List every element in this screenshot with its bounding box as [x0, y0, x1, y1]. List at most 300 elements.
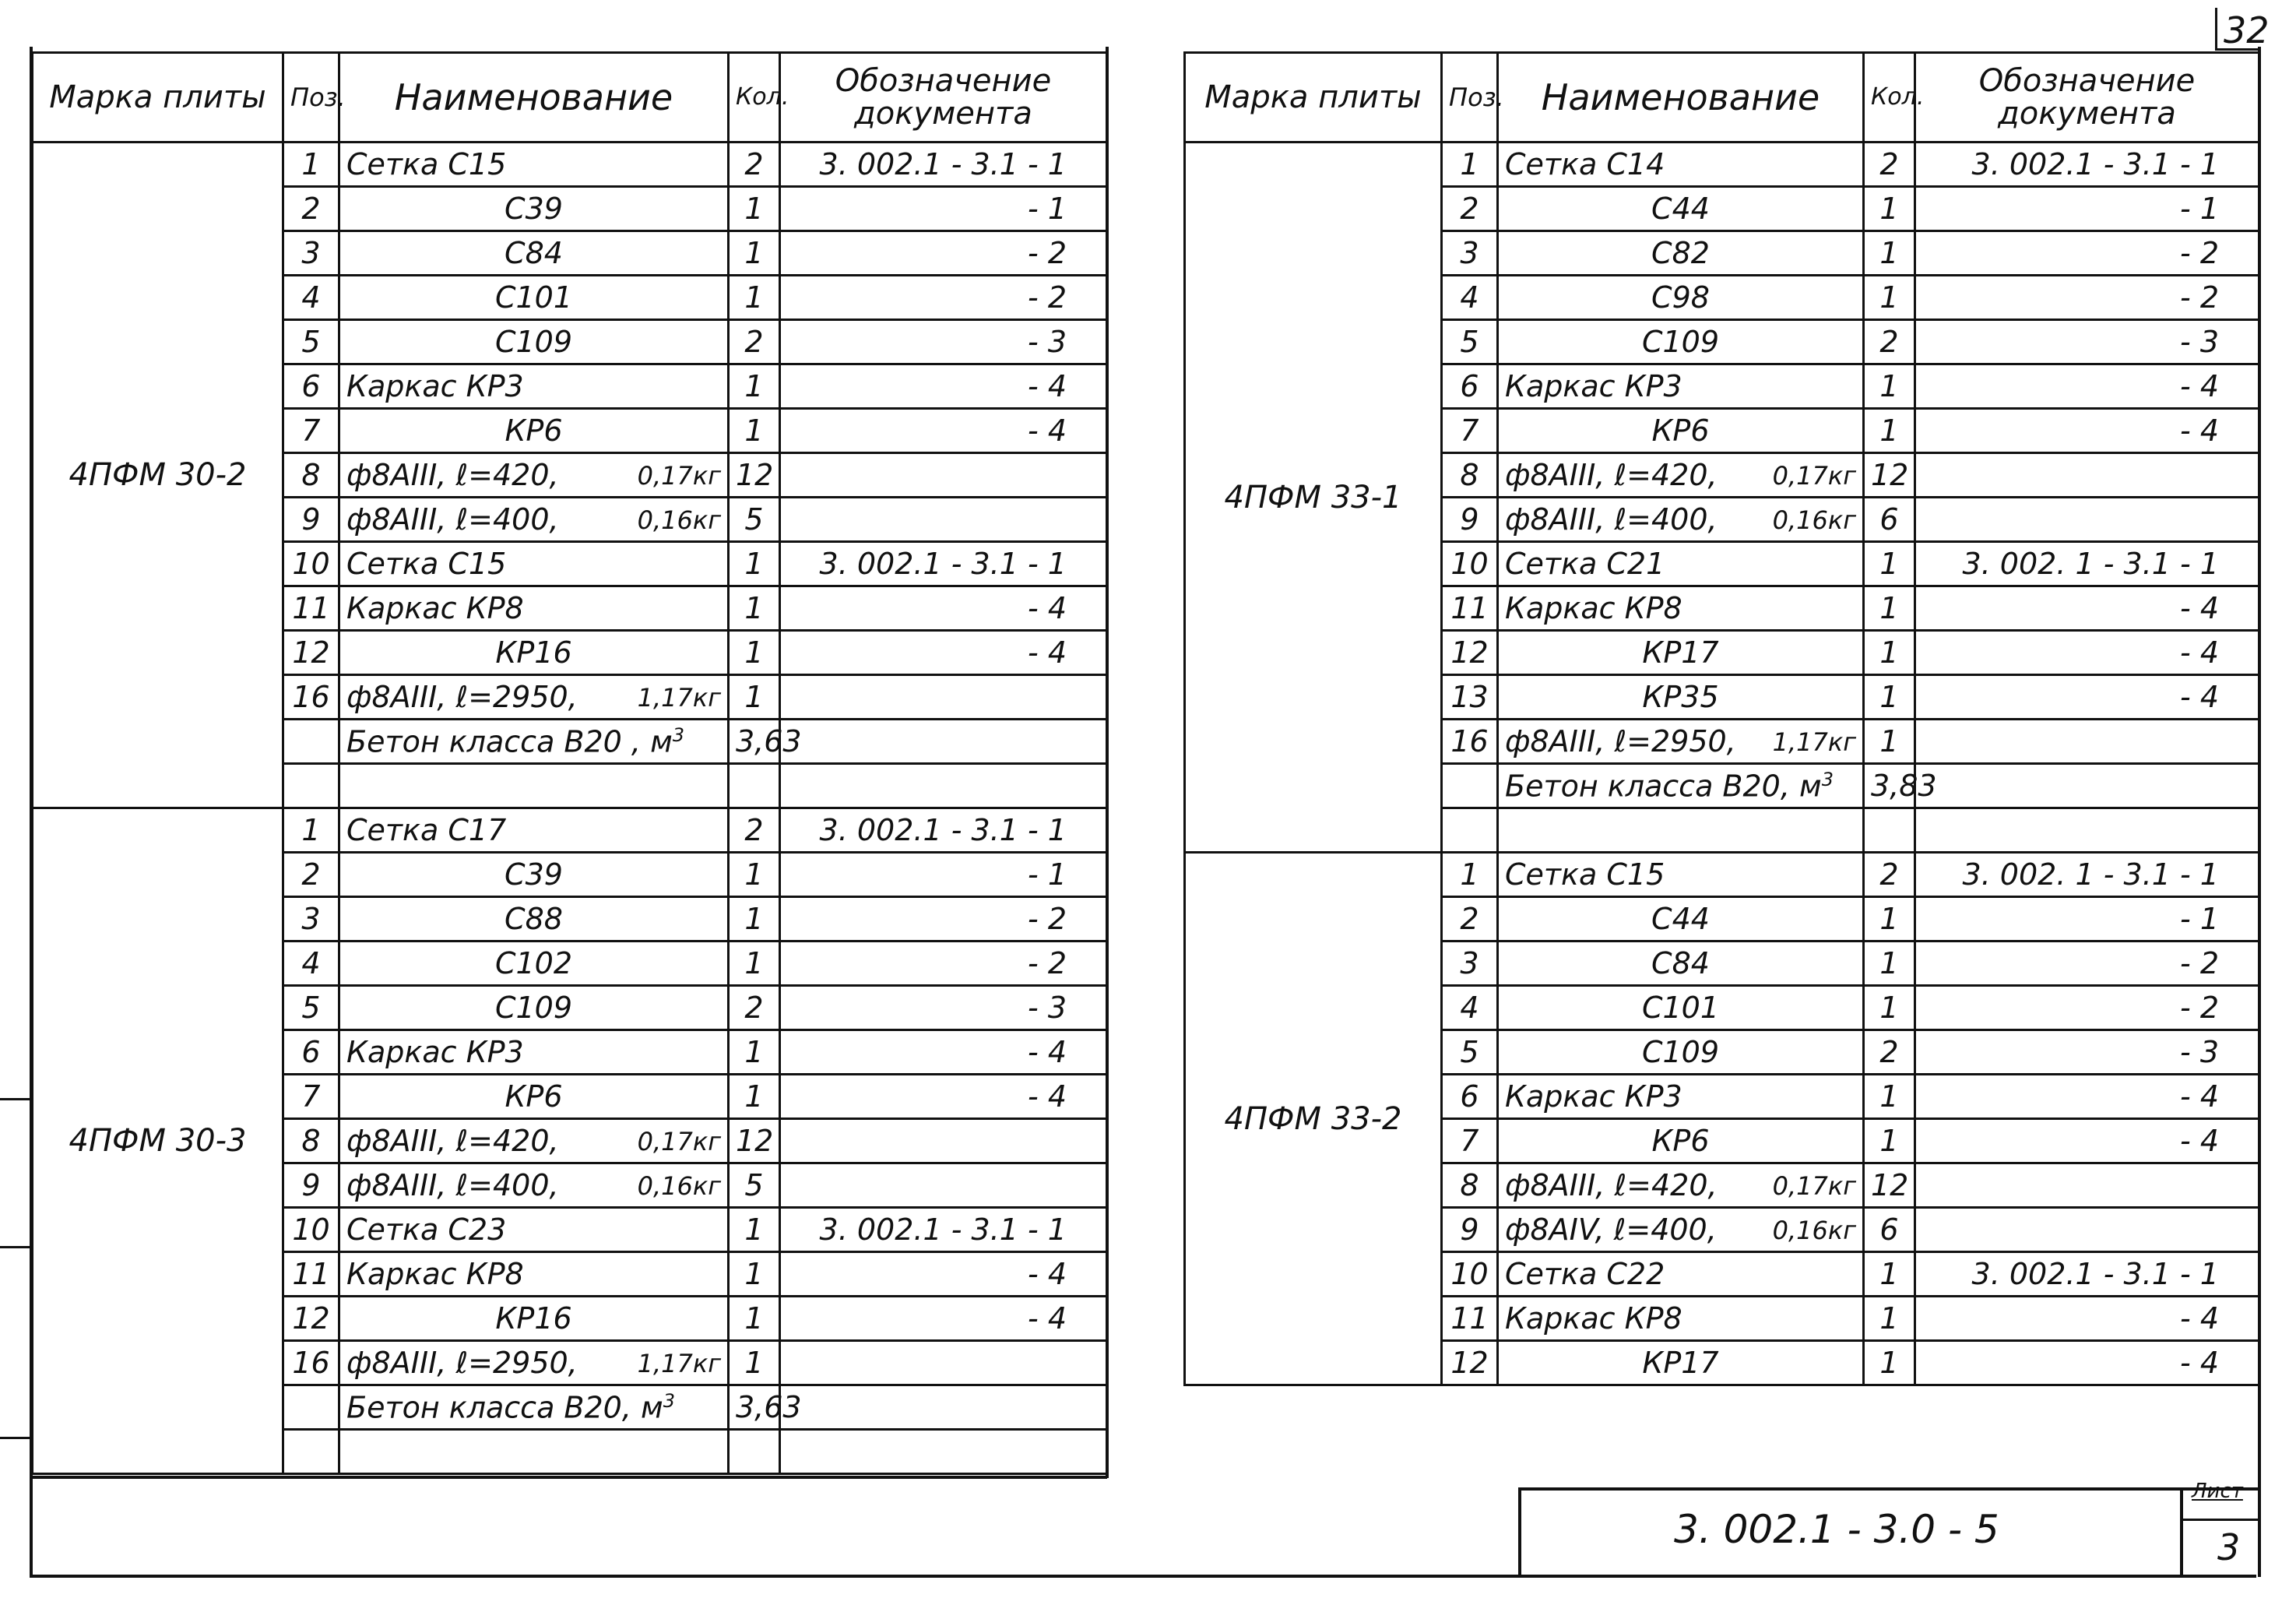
name-cell [339, 1119, 729, 1163]
position-cell: 11 [1442, 1297, 1498, 1341]
position-cell: 2 [1442, 187, 1498, 231]
plate-mark: 4ПФМ 30-2 [33, 143, 283, 808]
quantity-cell: 1 [1864, 720, 1915, 764]
name-cell [1498, 1208, 1864, 1252]
name-cell [1498, 1075, 1864, 1119]
name-cell [1498, 720, 1864, 764]
name-text: С101 [494, 280, 573, 315]
name-cell [1498, 586, 1864, 631]
position-cell: 3 [283, 897, 339, 942]
document-cell: - 4 [1915, 1075, 2259, 1119]
left-table-bottom-line [30, 1476, 1107, 1479]
position-cell: 8 [283, 453, 339, 498]
document-cell [780, 764, 1107, 808]
quantity-cell: 1 [729, 409, 780, 453]
name-text: С39 [505, 192, 563, 226]
unit-superscript: 3 [1821, 768, 1834, 790]
right-header-qty: Кол. [1864, 53, 1915, 143]
quantity-cell: 1 [729, 1075, 780, 1119]
document-cell [780, 1430, 1107, 1474]
name-text: КР16 [495, 635, 572, 670]
mass-text: 0,17кг [637, 1127, 721, 1156]
quantity-cell: 1 [729, 187, 780, 231]
quantity-cell: 12 [729, 1119, 780, 1163]
name-text: ф8АIII, ℓ=400, [346, 1168, 559, 1202]
quantity-cell: 3,63 [729, 720, 780, 764]
name-cell [1498, 897, 1864, 942]
document-cell: 3. 002.1 - 3.1 - 1 [1915, 1252, 2259, 1297]
document-cell: 3. 002.1 - 3.1 - 1 [780, 1208, 1107, 1252]
left-header-row [33, 53, 1107, 143]
position-cell: 11 [1442, 586, 1498, 631]
document-cell: - 4 [1915, 631, 2259, 675]
quantity-cell: 1 [729, 942, 780, 986]
position-cell: 9 [1442, 498, 1498, 542]
quantity-cell: 1 [1864, 1119, 1915, 1163]
quantity-cell: 1 [729, 1341, 780, 1385]
name-cell [339, 631, 729, 675]
name-cell [1498, 942, 1864, 986]
name-text: Сетка С17 [346, 813, 507, 847]
quantity-cell: 1 [1864, 586, 1915, 631]
name-cell [1498, 764, 1864, 808]
name-text: ф8АIII, ℓ=420, [346, 458, 559, 492]
left-header-name: Наименование [339, 53, 729, 143]
position-cell: 7 [1442, 1119, 1498, 1163]
document-cell: - 1 [780, 187, 1107, 231]
name-text: ф8АIII, ℓ=2950, [346, 680, 578, 714]
name-text: ф8АIII, ℓ=2950, [1505, 724, 1736, 758]
document-cell: - 2 [780, 276, 1107, 320]
name-cell [339, 143, 729, 187]
stamp-left-line [1518, 1487, 1521, 1577]
name-cell [339, 942, 729, 986]
document-cell: - 3 [780, 320, 1107, 364]
name-text: ф8АIV, ℓ=400, [1505, 1213, 1717, 1247]
quantity-cell: 1 [729, 231, 780, 276]
document-cell: 3. 002.1 - 3.1 - 1 [1915, 143, 2259, 187]
sheet-number: 3 [2217, 1526, 2241, 1568]
name-text: Бетон класса В20, м [346, 1390, 663, 1425]
plate-mark: 4ПФМ 33-2 [1185, 853, 1442, 1385]
left-header-pos: Поз. [283, 53, 339, 143]
document-cell: - 3 [1915, 1030, 2259, 1075]
position-cell: 11 [283, 586, 339, 631]
name-cell [339, 453, 729, 498]
name-text: Каркас КР3 [346, 1035, 524, 1069]
mass-text: 0,17кг [1772, 1171, 1856, 1201]
position-cell: 3 [283, 231, 339, 276]
mass-text: 0,17кг [1772, 461, 1856, 491]
quantity-cell: 2 [729, 143, 780, 187]
document-cell: - 4 [780, 1297, 1107, 1341]
quantity-cell: 1 [1864, 542, 1915, 586]
position-cell: 12 [283, 1297, 339, 1341]
mass-text: 0,16кг [1772, 505, 1856, 535]
document-cell: - 4 [780, 1030, 1107, 1075]
position-cell: 12 [1442, 631, 1498, 675]
document-cell: - 4 [780, 364, 1107, 409]
right-header-doc: Обозначение документа [1915, 53, 2259, 143]
name-text: Бетон класса В20, м [1505, 769, 1822, 804]
name-cell [339, 1163, 729, 1208]
name-cell [1498, 276, 1864, 320]
position-cell: 6 [1442, 364, 1498, 409]
name-cell [339, 1341, 729, 1385]
position-cell: 10 [283, 542, 339, 586]
name-text: Сетка С23 [346, 1213, 507, 1247]
plate-mark: 4ПФМ 33-1 [1185, 143, 1442, 853]
name-cell [1498, 1252, 1864, 1297]
document-cell: - 4 [1915, 1119, 2259, 1163]
name-text: С102 [494, 946, 573, 980]
position-cell: 9 [1442, 1208, 1498, 1252]
name-cell [339, 586, 729, 631]
name-text: С109 [494, 325, 573, 359]
name-cell [1498, 542, 1864, 586]
right-spec-body [1185, 143, 2259, 1385]
position-cell [1442, 764, 1498, 808]
mass-text: 1,17кг [637, 683, 721, 713]
quantity-cell: 5 [729, 1163, 780, 1208]
document-cell: 3. 002.1 - 3.1 - 1 [780, 808, 1107, 853]
position-cell: 12 [1442, 1341, 1498, 1385]
document-cell: - 2 [780, 897, 1107, 942]
quantity-cell: 2 [1864, 320, 1915, 364]
frame-bottom-line [30, 1575, 2256, 1578]
quantity-cell: 1 [1864, 942, 1915, 986]
name-text: КР17 [1642, 1346, 1719, 1380]
document-cell: - 4 [1915, 1341, 2259, 1385]
document-cell [1915, 808, 2259, 853]
name-cell [339, 498, 729, 542]
name-cell [339, 542, 729, 586]
quantity-cell: 1 [729, 1252, 780, 1297]
name-text: С44 [1651, 192, 1710, 226]
name-cell [339, 409, 729, 453]
name-cell [1498, 1119, 1864, 1163]
spec-row [33, 143, 1107, 187]
left-spec-table [31, 51, 1108, 1475]
name-cell [1498, 364, 1864, 409]
left-header-qty: Кол. [729, 53, 780, 143]
name-cell [339, 764, 729, 808]
document-cell [780, 675, 1107, 720]
name-cell [1498, 675, 1864, 720]
spec-row [33, 808, 1107, 853]
document-cell: - 3 [1915, 320, 2259, 364]
position-cell: 9 [283, 498, 339, 542]
quantity-cell: 1 [729, 1297, 780, 1341]
name-cell [339, 675, 729, 720]
document-cell: - 3 [780, 986, 1107, 1030]
name-cell [339, 808, 729, 853]
name-text: КР6 [505, 414, 563, 448]
name-text: КР16 [495, 1301, 572, 1336]
quantity-cell: 1 [729, 853, 780, 897]
quantity-cell: 1 [1864, 986, 1915, 1030]
position-cell [283, 1385, 339, 1430]
document-cell: - 4 [780, 1075, 1107, 1119]
document-cell: - 2 [1915, 276, 2259, 320]
quantity-cell [729, 764, 780, 808]
name-text: С101 [1641, 991, 1720, 1025]
name-cell [1498, 853, 1864, 897]
left-header-doc: Обозначение документа [780, 53, 1107, 143]
quantity-cell: 1 [729, 364, 780, 409]
quantity-cell: 1 [729, 276, 780, 320]
name-text: КР6 [1651, 414, 1710, 448]
document-cell [780, 1163, 1107, 1208]
name-text: ф8АIII, ℓ=400, [1505, 502, 1718, 537]
position-cell [283, 720, 339, 764]
name-cell [339, 853, 729, 897]
position-cell [283, 1430, 339, 1474]
quantity-cell: 1 [729, 542, 780, 586]
name-cell [1498, 320, 1864, 364]
stamp-top-line [1518, 1487, 2258, 1491]
unit-superscript: 3 [663, 1389, 675, 1412]
name-cell [1498, 143, 1864, 187]
quantity-cell: 2 [1864, 143, 1915, 187]
position-cell: 9 [283, 1163, 339, 1208]
name-text: Каркас КР8 [1505, 591, 1682, 625]
position-cell: 1 [283, 808, 339, 853]
quantity-cell: 1 [729, 1030, 780, 1075]
quantity-cell: 1 [1864, 276, 1915, 320]
name-cell [339, 1252, 729, 1297]
name-text: ф8АIII, ℓ=400, [346, 502, 559, 537]
quantity-cell: 1 [1864, 1075, 1915, 1119]
document-code: 3. 002.1 - 3.0 - 5 [1674, 1507, 1999, 1552]
position-cell: 2 [283, 187, 339, 231]
position-cell [1442, 808, 1498, 853]
spec-row [1185, 143, 2259, 187]
quantity-cell: 1 [1864, 231, 1915, 276]
margin-tick-2 [0, 1246, 31, 1248]
mass-text: 0,16кг [1772, 1216, 1856, 1245]
position-cell [283, 764, 339, 808]
document-cell: - 2 [1915, 942, 2259, 986]
sheet-corner-number: 32 [2224, 9, 2270, 51]
quantity-cell: 3,63 [729, 1385, 780, 1430]
name-text: С39 [505, 857, 563, 892]
name-text: Каркас КР3 [1505, 369, 1682, 403]
name-text: Сетка С14 [1505, 147, 1665, 181]
document-cell: - 4 [780, 409, 1107, 453]
stamp-sheet-divider-h [2180, 1519, 2258, 1521]
name-text: С109 [494, 991, 573, 1025]
stamp-sheet-divider [2180, 1487, 2183, 1577]
name-cell [339, 364, 729, 409]
document-cell: - 4 [1915, 1297, 2259, 1341]
sheet-label: Лист [2192, 1480, 2243, 1503]
position-cell: 4 [283, 276, 339, 320]
name-cell [1498, 1341, 1864, 1385]
position-cell: 6 [1442, 1075, 1498, 1119]
quantity-cell: 12 [1864, 1163, 1915, 1208]
quantity-cell: 6 [1864, 1208, 1915, 1252]
right-header-mark: Марка плиты [1185, 53, 1442, 143]
right-header-row [1185, 53, 2259, 143]
name-cell [1498, 409, 1864, 453]
name-text: Бетон класса В20 , м [346, 724, 673, 759]
name-cell [1498, 986, 1864, 1030]
name-cell [339, 1385, 729, 1430]
quantity-cell: 1 [1864, 187, 1915, 231]
name-text: Каркас КР3 [1505, 1079, 1682, 1114]
position-cell: 10 [1442, 1252, 1498, 1297]
name-cell [339, 720, 729, 764]
document-cell: - 4 [1915, 675, 2259, 720]
document-cell: - 4 [1915, 364, 2259, 409]
position-cell: 4 [1442, 986, 1498, 1030]
position-cell: 13 [1442, 675, 1498, 720]
position-cell: 1 [1442, 853, 1498, 897]
document-cell [1915, 720, 2259, 764]
document-cell: 3. 002. 1 - 3.1 - 1 [1915, 542, 2259, 586]
position-cell: 5 [283, 986, 339, 1030]
quantity-cell [729, 1430, 780, 1474]
document-cell: - 2 [1915, 231, 2259, 276]
document-cell: - 1 [1915, 187, 2259, 231]
name-cell [339, 897, 729, 942]
name-cell [339, 1297, 729, 1341]
position-cell: 5 [1442, 1030, 1498, 1075]
position-cell: 7 [283, 409, 339, 453]
name-text: С88 [505, 902, 563, 936]
document-cell: - 4 [780, 1252, 1107, 1297]
name-text: С84 [1651, 946, 1710, 980]
plate-mark: 4ПФМ 30-3 [33, 808, 283, 1474]
name-cell [339, 1075, 729, 1119]
name-text: Каркас КР3 [346, 369, 524, 403]
name-cell [339, 1430, 729, 1474]
quantity-cell: 1 [1864, 1341, 1915, 1385]
position-cell: 16 [283, 1341, 339, 1385]
name-cell [1498, 631, 1864, 675]
name-text: КР6 [1651, 1124, 1710, 1158]
quantity-cell: 1 [1864, 675, 1915, 720]
document-cell [1915, 498, 2259, 542]
mass-text: 0,17кг [637, 461, 721, 491]
quantity-cell: 2 [1864, 1030, 1915, 1075]
unit-superscript: 3 [672, 723, 685, 746]
document-cell [1915, 1208, 2259, 1252]
document-cell: - 2 [780, 231, 1107, 276]
position-cell: 2 [283, 853, 339, 897]
name-text: Сетка С15 [346, 147, 507, 181]
name-text: Сетка С15 [1505, 857, 1665, 892]
corner-box-left [2215, 8, 2217, 51]
name-cell [1498, 1163, 1864, 1208]
name-text: ф8АIII, ℓ=420, [346, 1124, 559, 1158]
position-cell: 7 [1442, 409, 1498, 453]
document-cell: 3. 002.1 - 3.1 - 1 [780, 143, 1107, 187]
quantity-cell: 2 [1864, 853, 1915, 897]
document-cell [1915, 453, 2259, 498]
right-header-name: Наименование [1498, 53, 1864, 143]
position-cell: 6 [283, 364, 339, 409]
position-cell: 4 [283, 942, 339, 986]
document-cell [780, 1119, 1107, 1163]
name-cell [1498, 808, 1864, 853]
quantity-cell: 5 [729, 498, 780, 542]
name-text: Сетка С15 [346, 547, 507, 581]
position-cell: 8 [1442, 453, 1498, 498]
name-text: ф8АIII, ℓ=2950, [346, 1346, 578, 1380]
document-cell [780, 1385, 1107, 1430]
quantity-cell: 1 [729, 1208, 780, 1252]
position-cell: 11 [283, 1252, 339, 1297]
name-cell [339, 231, 729, 276]
left-spec-body [33, 143, 1107, 1474]
margin-tick-1 [0, 1098, 31, 1100]
quantity-cell: 2 [729, 320, 780, 364]
position-cell: 2 [1442, 897, 1498, 942]
quantity-cell: 1 [1864, 897, 1915, 942]
position-cell: 10 [1442, 542, 1498, 586]
quantity-cell: 12 [729, 453, 780, 498]
name-text: Сетка С21 [1505, 547, 1665, 581]
document-cell [780, 720, 1107, 764]
position-cell: 12 [283, 631, 339, 675]
quantity-cell: 1 [1864, 1297, 1915, 1341]
document-cell [780, 453, 1107, 498]
position-cell: 3 [1442, 942, 1498, 986]
name-text: С98 [1651, 280, 1710, 315]
right-spec-table [1183, 51, 2260, 1386]
position-cell: 1 [283, 143, 339, 187]
name-text: ф8АIII, ℓ=420, [1505, 458, 1718, 492]
name-cell [1498, 1297, 1864, 1341]
position-cell: 3 [1442, 231, 1498, 276]
position-cell: 5 [1442, 320, 1498, 364]
name-text: КР35 [1642, 680, 1719, 714]
quantity-cell: 1 [729, 631, 780, 675]
mass-text: 0,16кг [637, 1171, 721, 1201]
document-cell: - 2 [1915, 986, 2259, 1030]
left-header-mark: Марка плиты [33, 53, 283, 143]
document-cell [1915, 764, 2259, 808]
position-cell: 1 [1442, 143, 1498, 187]
document-cell [1915, 1163, 2259, 1208]
position-cell: 8 [283, 1119, 339, 1163]
document-cell: - 1 [1915, 897, 2259, 942]
position-cell: 6 [283, 1030, 339, 1075]
name-text: С109 [1641, 325, 1720, 359]
document-cell: - 2 [780, 942, 1107, 986]
margin-tick-3 [0, 1437, 31, 1439]
name-cell [1498, 498, 1864, 542]
quantity-cell: 12 [1864, 453, 1915, 498]
document-cell: 3. 002. 1 - 3.1 - 1 [1915, 853, 2259, 897]
mass-text: 0,16кг [637, 505, 721, 535]
document-cell: - 4 [1915, 586, 2259, 631]
name-text: КР17 [1642, 635, 1719, 670]
quantity-cell: 1 [1864, 631, 1915, 675]
name-text: С109 [1641, 1035, 1720, 1069]
position-cell: 16 [1442, 720, 1498, 764]
quantity-cell: 1 [1864, 1252, 1915, 1297]
name-cell [339, 187, 729, 231]
document-cell: - 4 [1915, 409, 2259, 453]
position-cell: 4 [1442, 276, 1498, 320]
mass-text: 1,17кг [637, 1349, 721, 1378]
quantity-cell: 1 [729, 586, 780, 631]
name-text: КР6 [505, 1079, 563, 1114]
quantity-cell: 1 [1864, 409, 1915, 453]
